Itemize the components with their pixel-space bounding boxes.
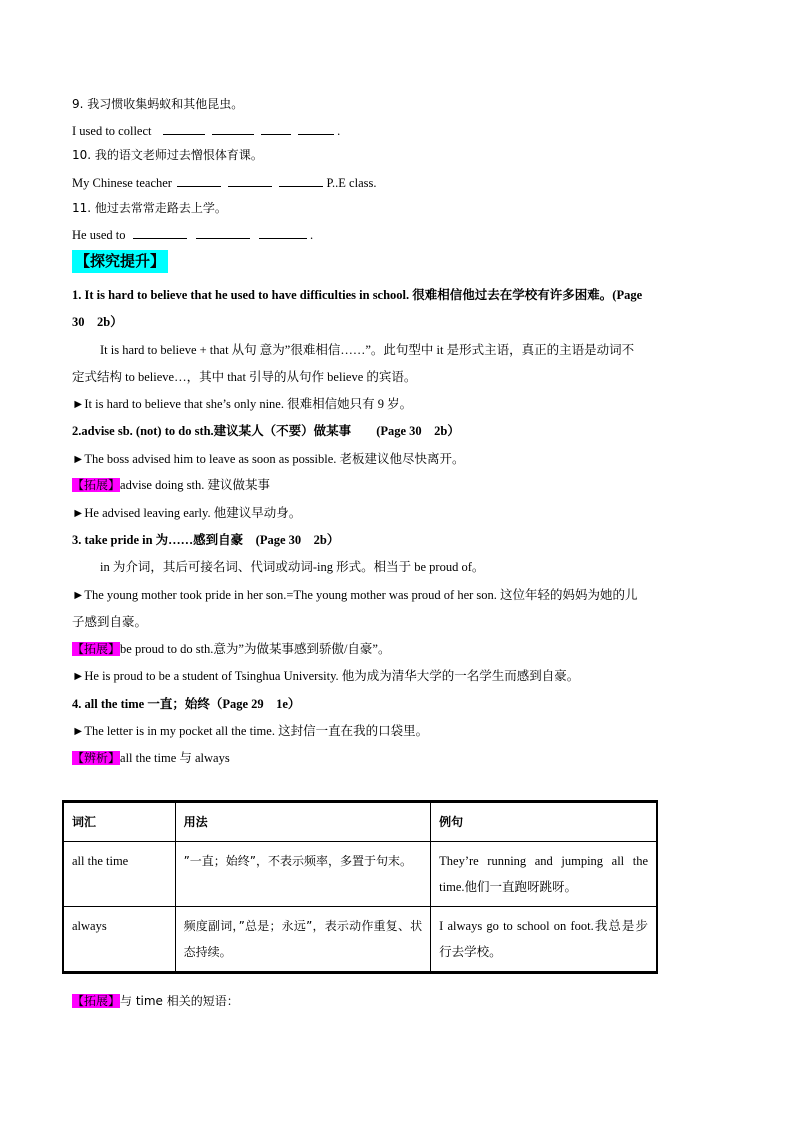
point-3-example-cont: 子感到自豪。: [72, 615, 148, 629]
blank[interactable]: [212, 122, 254, 135]
extension-tag: 【拓展】: [72, 994, 121, 1008]
blank[interactable]: [261, 122, 291, 135]
table-cell: I always go to school on foot.我总是步行去学校。: [431, 907, 657, 973]
table-cell: all the time: [63, 842, 175, 907]
comparison-table: [62, 800, 658, 974]
question-9-end: .: [337, 124, 341, 138]
point-1-explanation: It is hard to believe + that 从句 意为”很难相信……”。此句型中 it 是形式主语，真正的主语是动词不: [100, 343, 635, 357]
point-1-title-cont: 30 2b）: [72, 315, 123, 329]
table-cell: ”一直；始终”，不表示频率，多置于句末。: [175, 842, 431, 907]
extension-text: advise doing sth. 建议做某事: [120, 478, 271, 492]
point-3-title: 3. take pride in 为……感到自豪 (Page 30 2b）: [72, 533, 340, 547]
question-11-chinese: 11. 他过去常常走路去上学。: [72, 201, 227, 215]
point-3-example: ►The young mother took pride in her son.=The young mother was proud of her son. 这位年轻的妈妈为她的儿: [72, 588, 638, 602]
table-header-row: [63, 802, 657, 842]
table-cell: 频度副词，”总是；永远”，表示动作重复、状态持续。: [175, 907, 431, 973]
extension-text: 与 time 相关的短语：: [120, 994, 239, 1008]
point-2-ext-example: ►He advised leaving early. 他建议早动身。: [72, 506, 302, 520]
extension-tag: 【拓展】: [72, 478, 121, 492]
footer-extension: [72, 993, 239, 1009]
blank[interactable]: [228, 174, 272, 187]
blank[interactable]: [163, 122, 205, 135]
blank[interactable]: [259, 226, 307, 239]
table-header: 例句: [431, 802, 657, 842]
question-11-end: .: [309, 228, 314, 242]
comparison-text: all the time 与 always: [120, 751, 230, 765]
extension-tag: 【拓展】: [72, 642, 121, 656]
comparison-tag: 【辨析】: [72, 751, 121, 765]
point-4-comparison: [72, 750, 230, 766]
table-row: [63, 842, 657, 907]
table-header: 用法: [175, 802, 431, 842]
question-10-prompt: My Chinese teacher: [72, 176, 172, 190]
point-1-example: ►It is hard to believe that she’s only nine. 很难相信她只有 9 岁。: [72, 397, 413, 411]
table-cell: They’re running and jumping all the time.他们一直跑呀跳呀。: [431, 842, 657, 907]
blank[interactable]: [279, 174, 323, 187]
question-9-chinese: 9. 我习惯收集蚂蚁和其他昆虫。: [72, 97, 244, 111]
point-2-extension: [72, 477, 270, 493]
question-10-chinese: 10. 我的语文老师过去憎恨体育课。: [72, 148, 263, 162]
blank[interactable]: [133, 226, 187, 239]
point-2-title: 2.advise sb. (not) to do sth.建议某人（不要）做某事 (Page 30 2b）: [72, 424, 460, 438]
question-9-english: [72, 122, 340, 139]
table-header: 词汇: [63, 802, 175, 842]
question-10-english: [72, 174, 376, 191]
blank[interactable]: [196, 226, 250, 239]
question-10-end: P..E class.: [326, 176, 377, 190]
point-2-example: ►The boss advised him to leave as soon as possible. 老板建议他尽快离开。: [72, 452, 465, 466]
extension-text: be proud to do sth.意为”为做某事感到骄傲/自豪”。: [120, 642, 391, 656]
point-4-title: 4. all the time 一直；始终（Page 29 1e）: [72, 697, 301, 711]
question-11-english: [72, 226, 313, 243]
point-3-explanation: in 为介词，其后可接名词、代词或动词-ing 形式。相当于 be proud of。: [100, 560, 485, 574]
section-title: 【探究提升】: [72, 250, 168, 273]
table-cell: always: [63, 907, 175, 973]
question-9-prompt: I used to collect: [72, 124, 152, 138]
point-1-title: 1. It is hard to believe that he used to have difficulties in school. 很难相信他过去在学校有许多困难。(Page: [72, 288, 643, 302]
point-3-ext-example: ►He is proud to be a student of Tsinghua University. 他为成为清华大学的一名学生而感到自豪。: [72, 669, 580, 683]
blank[interactable]: [298, 122, 334, 135]
question-11-prompt: He used to: [72, 228, 126, 242]
table-row: [63, 907, 657, 973]
point-3-extension: [72, 641, 390, 657]
blank[interactable]: [177, 174, 221, 187]
point-1-explanation-cont: 定式结构 to believe…，其中 that 引导的从句作 believe 的宾语。: [72, 370, 417, 384]
point-4-example: ►The letter is in my pocket all the time. 这封信一直在我的口袋里。: [72, 724, 429, 738]
